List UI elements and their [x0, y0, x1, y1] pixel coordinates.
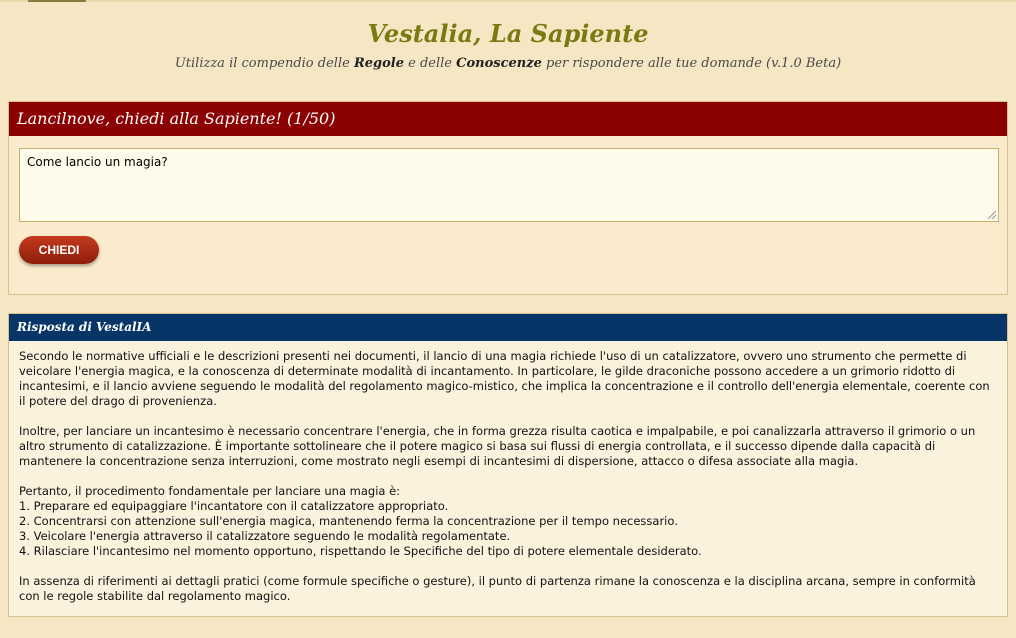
answer-body — [9, 341, 1007, 604]
answer-paragraph-3: In assenza di riferimenti ai dettagli pratici (come formule specifiche o gesture), il punto di partenza rimane la conoscenza e la disciplina arcana, sempre in conformità con le regole stabilite dal regolamento magico. — [19, 574, 976, 603]
question-input[interactable] — [19, 148, 999, 222]
top-strip — [0, 0, 1016, 2]
subtitle-prefix: Utilizza il compendio delle — [174, 56, 354, 71]
ask-panel — [8, 101, 1008, 295]
answer-step: 2. Concentrarsi con attenzione sull'energia magica, mantenendo ferma la concentrazione per il tempo necessario. — [19, 514, 678, 528]
ask-panel-header: Lancilnove, chiedi alla Sapiente! (1/50) — [9, 102, 1007, 136]
subtitle-suffix: per rispondere alle tue domande (v.1.0 Beta) — [541, 56, 842, 71]
answer-paragraph-1: Secondo le normative ufficiali e le descrizioni presenti nei documenti, il lancio di una magia richiede l'uso di un catalizzatore, ovvero uno strumento che permette di veicolare l'energia magica, e la conoscenza di determinate modalità di incantamento. In particolare, le gilde draconiche possono accedere a un grimorio ridotto di incantesimi, e il lancio avviene seguendo le modalità del regolamento magico-mistico, che implica la concentrazione e il controllo dell'energia elementale, coerente con il potere del drago di provenienza. — [19, 349, 990, 408]
top-strip-accent — [28, 0, 86, 2]
answer-step: 1. Preparare ed equipaggiare l'incantatore con il catalizzatore appropriato. — [19, 499, 449, 513]
answer-step: 4. Rilasciare l'incantesimo nel momento opportuno, rispettando le Specifiche del tipo di potere elementale desiderato. — [19, 544, 702, 558]
answer-steps-list — [19, 499, 997, 559]
page-subtitle — [0, 54, 1016, 74]
subtitle-conoscenze: Conoscenze — [456, 56, 542, 71]
answer-panel — [8, 313, 1008, 617]
answer-panel-header: Risposta di VestalIA — [9, 314, 1007, 341]
answer-paragraph-2: Inoltre, per lanciare un incantesimo è necessario concentrare l'energia, che in forma grezza risulta caotica e impalpabile, e poi canalizzarla attraverso il grimorio o un altro strumento di catalizzazione. È importante sottolineare che il potere magico si basa sui flussi di energia controllata, e il successo dipende dalla capacità di mantenere la concentrazione senza interruzioni, come mostrato negli esempi di incantesimi di dispersione, attacco o difesa associate alla magia. — [19, 424, 976, 468]
subtitle-mid: e delle — [403, 56, 457, 71]
ask-button[interactable]: CHIEDI — [19, 236, 99, 264]
page-title: Vestalia, La Sapiente — [367, 19, 649, 48]
answer-steps-intro: Pertanto, il procedimento fondamentale per lanciare una magia è: — [19, 484, 401, 498]
answer-step: 3. Veicolare l'energia attraverso il catalizzatore seguendo le modalità regolamentate. — [19, 529, 511, 543]
page-header — [0, 14, 1016, 74]
subtitle-regole: Regole — [353, 56, 404, 71]
